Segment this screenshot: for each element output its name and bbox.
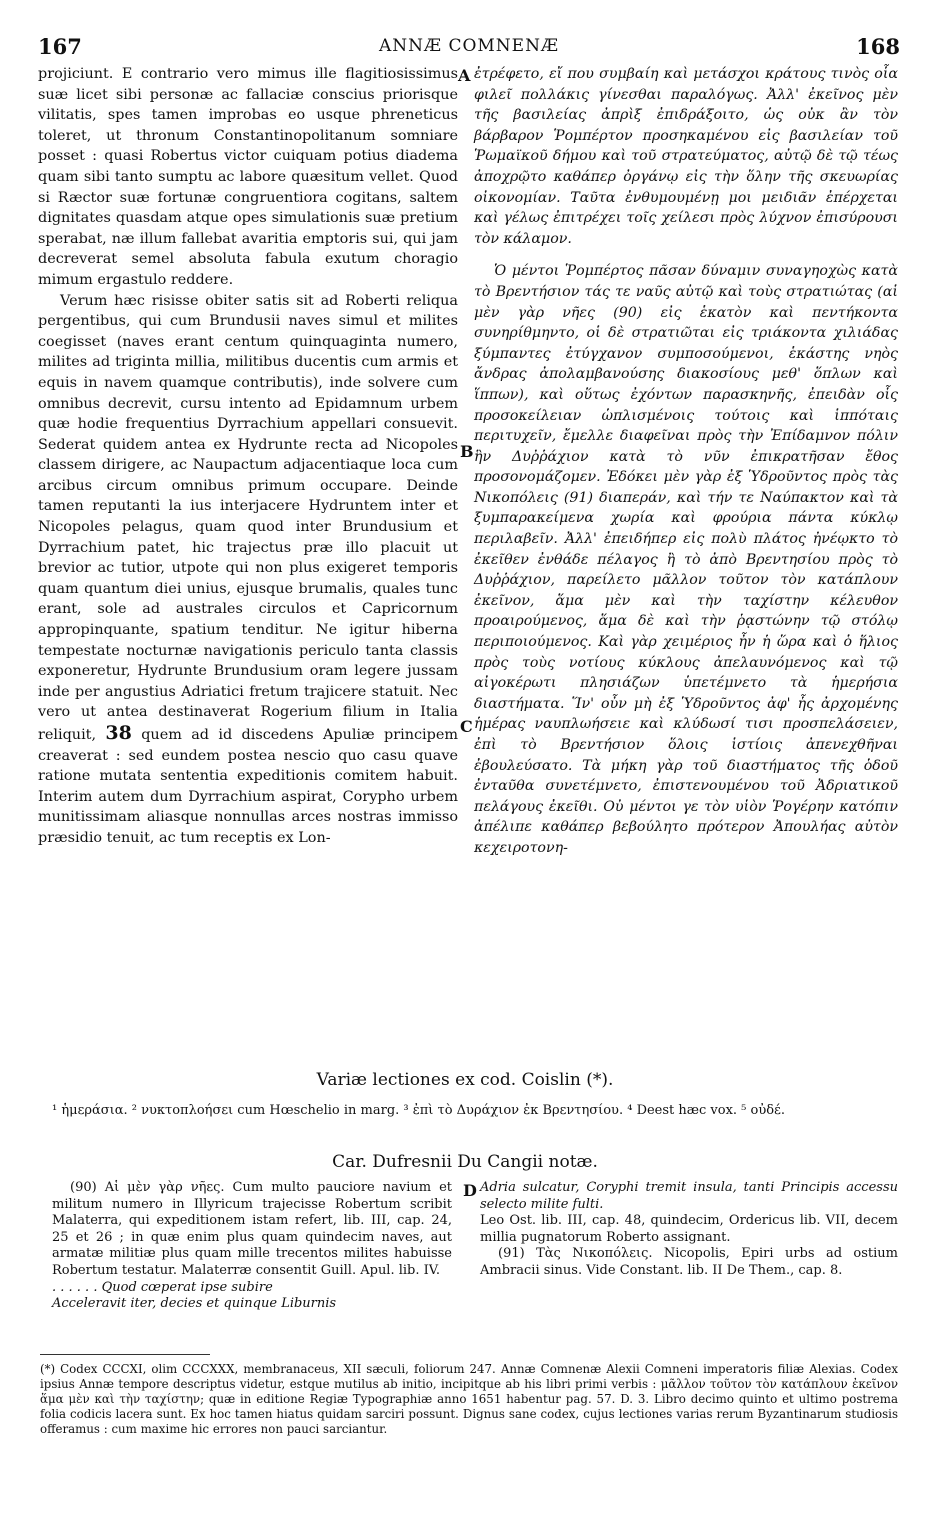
note-verse: Adria sulcatur, Coryphi tremit insula, tanti Principis accessu selecto milite fulti. [480,1180,898,1212]
page-number-left: 167 [38,34,82,59]
note-text: Leo Ost. lib. III, cap. 48, quindecim, Ordericus lib. VII, decem millia pugnatorum Roberto assignant. [480,1213,898,1245]
footnote-rule [40,1354,210,1355]
footnote: (*) Codex CCCXI, olim CCCXXX, membranaceus, XII sæculi, foliorum 247. Annæ Comnenæ Alexii Comneni imperatoris filiæ Alexias. Codex ipsius Annæ tempore descriptus videtur, estque mutilus ab initio, incipitque ab his libri primi verbis : μᾶλλον τοῦτον τὸν κατάπλουν ἐκεῖνον ἅμα μὲν καὶ τὴν ταχίστην; quæ in editione Regiæ Typographiæ anno 1651 habentur pag. 57. D. 3. Libro decimo quinto et ultimo postrema folia codicis lacera sunt. Ex hoc tamen hiatus quidam sarciri possunt. Dignus sane codex, cujus lectiones varias rerum Byzantinarum studiosis offeramus : cum maxime hic errores non pauci sarciantur. [40,1362,898,1436]
margin-letter-c: C [460,717,473,736]
latin-column [38,64,458,849]
latin-text: Verum hæc risisse obiter satis sit ad Roberti reliqua pergentibus, qui cum Brundusii naves simul et milites coegisset (naves erant centum quinquaginta numero, milites ad triginta millia, militibus ducentis cum armis et equis in navem quamque contributis), inde solvere cum omnibus decrevit, cursu intento ad Epidamnum urbem quæ hodie frequentius Dyrrachium appellari consuevit. Sederat quidem antea ex Hydrunte recta ad Nicopoles classem dirigere, ac Naupactum adjacentiaque loca cum arcibus circum omnibus primum occupare. Deinde tamen reputanti la ius interjacere Hydruntem inter et Nicopoles pelagus, quam quod inter Brundusium et Dyrrachium patet, hic trajectus præ illo placuit ut brevior ac tutior, utpote qui non plus exigeret temporis quam quantum diei unius, ejusque brumalis, quales tunc erant, sole ad australes circulos et Capricornum appropinquante, spatium tenditur. Ne igitur hiberna tempestate nocturnæ navigationis periculo tanta classis exponeretur, Hydrunte Brundusium oram legere jussam inde per angustius Adriatici fretum trajicere statuit. Nec vero ut antea destinaverat Rogerium filium in Italia reliquit, [38,292,458,743]
margin-letter-d: D [463,1181,477,1200]
notes-left-column [52,1180,452,1313]
note-text: (91) Τὰς Νικοπόλεις. Nicopolis, Epiri urbs ad ostium Ambracii sinus. Vide Constant. lib. II De Them., cap. 8. [480,1246,898,1278]
running-title: ANNÆ COMNENÆ [379,36,559,56]
latin-text: quem ad id discedens Apuliæ principem creaverat : sed eundem postea nescio quo casu quave ratione mutata sententia expeditionis comitem habuit. Interim autem dum Dyrrachium aspirat, Corypho urbem munitissimam aliasque nonnullas arces nostras immisso præsidio tenuit, ac tum receptis ex Lon- [38,727,458,846]
section-marker: 38 [105,722,132,744]
greek-paragraph: Ὁ μέντοι Ῥομπέρτος πᾶσαν δύναμιν συναγηοχὼς κατὰ τὸ Βρεντήσιον τάς τε ναῦς αὐτῷ καὶ τοὺς στρατιώτας (αἱ μὲν γὰρ νῆες (90) εἰς ἑκατὸν καὶ πεντήκοντα συνηρίθμηντο, οἱ δὲ στρατιῶται εἰς τριάκοντα χιλιάδας ξύμπαντες ἐτύγχανον συμποσούμενοι, ἑκάστης νηὸς ἄνδρας ἀπολαμβανούσης διακοσίους μεθ' ὅπλων καὶ ἵππων), καὶ οὕτως ἐχόντων παρασκηνῆς, ἐπειδὰν οἷς προσοκείλειαν ὡπλισμένοις τούτοις καὶ ἱππόταις περιτυχεῖν, ἔμελλε διαφεῖναι πρὸς τὴν Ἐπίδαμνον πόλιν ἣν Δυῤῥάχιον κατὰ τὸ νῦν ἐπικρατῆσαν ἔθος προσονομάζομεν. Ἐδόκει μὲν γὰρ ἐξ Ὑδροῦντος πρὸς τὰς Νικοπόλεις (91) διαπεράν, καὶ τήν τε Ναύπακτον καὶ τὰ ξυμπαρακείμενα χωρία καὶ φρούρια πάντα κύκλῳ περιλαβεῖν. Ἀλλ' ἐπειδήπερ εἰς πολὺ πλάτος ἠνέῳκτο τὸ ἐκεῖθεν ἐνθάδε πέλαγος ἢ τὸ ἀπὸ Βρεντησίου πρὸς τὸ Δυῤῥάχιον, παρείλετο μᾶλλον τοῦτον τὸν κατάπλουν ἐκεῖνον, ἅμα μὲν καὶ τὴν ταχίστην κέλευθον προαιρούμενος, ἅμα δὲ καὶ τὴν ῥᾳστώνην τῷ στόλῳ περιποιούμενος. Καὶ γὰρ χειμέριος ἦν ἡ ὥρα καὶ ὁ ἥλιος πρὸς τοὺς νοτίους κύκλους ἀπελαυνόμενος καὶ τῷ αἰγοκέρωτι πλησιάζων ὑπετέμνετο τὰ ἡμερήσια διαστήματα. Ἵν' οὖν μὴ ἐξ Ὑδροῦντος ἀφ' ἧς ἀρχομένης ἡμέρας ναυπλωήσειε καὶ κλύδωσί τισι προσπελάσειεν, ἐπὶ τὸ Βρεντήσιον ὅλοις ἱστίοις ἀπενεχθῆναι ἐβουλεύσατο. Τὰ μήκη γὰρ τοῦ διαστήματος τῆς ὁδοῦ ἐνταῦθα συνετέμνετο, ἐπιστενουμένου τοῦ Ἀδριατικοῦ πελάγους ἐκεῖθι. Οὐ μέντοι γε τὸν υἱὸν Ῥογέρην κατόπιν ἀπέλιπε καθάπερ βεβούλητο πρότερον Ἀπουλήας αὐτὸν κεχειροτονη- [474,263,898,856]
latin-paragraph: projiciunt. E contrario vero mimus ille flagitiosissimus suæ licet sibi personæ ac fallaciæ conscius priorisque vilitatis, spes tamen improbas eo usque phreneticus toleret, ut thronum Constantinopolitanum somniare posset : quasi Robertus victor cuiquam potius diadema quam sibi tanto sumptu ac labore quæsitum vellet. Quod si Ræctor suæ fortunæ congruentiora cogitans, saltem dignitates quasdam atque opes simulationis suæ pretium sperabat, næ illum fallebat avaritia emptoris sui, qui jam decreverat semel absoluta fabula exutum choragio mimum ergastulo reddere. [38,66,458,288]
page-header [38,34,900,60]
latin-paragraph [38,291,458,849]
variant-readings: ¹ ἡμεράσια. ² νυκτοπλοήσει cum Hœschelio in marg. ³ ἐπὶ τὸ Δυράχιον ἐκ Βρεντησίου. ⁴ Deest hæc vox. ⁵ οὐδέ. [52,1103,785,1118]
notes-right-column [480,1180,898,1280]
margin-letter-a: A [458,66,471,85]
margin-letter-b: B [460,442,474,461]
page-number-right: 168 [856,34,900,59]
greek-paragraph: ἐτρέφετο, εἴ που συμβαίη καὶ μετάσχοι κράτους τινὸς οἷα φιλεῖ πολλάκις γίνεσθαι παραλόγως. Ἀλλ' ἐκεῖνος μὲν τῆς βασιλείας ἀπρὶξ ἐπιδράξοιτο, ὡς οὐκ ἂν τὸν βάρβαρον Ῥομπέρτον προσηκαμένου εἰς βασιλείαν τοῦ Ῥωμαϊκοῦ δήμου καὶ τοῦ στρατεύματος, αὐτῷ δὲ τῷ τέως ἀποχρῷτο καθάπερ ὀργάνῳ εἰς τὴν ὅλην τῆς σκευωρίας οἰκονομίαν. Ταῦτα ἐνθυμουμένῃ μοι μειδιᾶν ἐπέρχεται καὶ γέλως ἐπιτρέχει τοῖς χείλεσι πρὸς λύχνον ἐπισύρουσι τὸν κάλαμον. [474,66,898,247]
note-verse: . . . . . . Quod cœperat ipse subire [52,1279,273,1295]
variants-heading: Variæ lectiones ex cod. Coislin (*). [316,1070,614,1090]
notes-heading: Car. Dufresnii Du Cangii notæ. [332,1152,598,1172]
greek-column [474,64,898,859]
note-text: (90) Αἱ μὲν γὰρ νῆες. Cum multo pauciore navium et militum numero in Illyricum trajecisse Robertum scribit Malaterra, qui expeditionem istam refert, lib. III, cap. 24, 25 et 26 ; in quæ enim plus quam quindecim naves, aut armatæ militiæ plus quam mille trecentos milites habuisse Robertum testatur. Malaterræ consentit Guill. Apul. lib. IV. [52,1180,452,1278]
note-verse: Acceleravit iter, decies et quinque Liburnis [52,1296,337,1312]
